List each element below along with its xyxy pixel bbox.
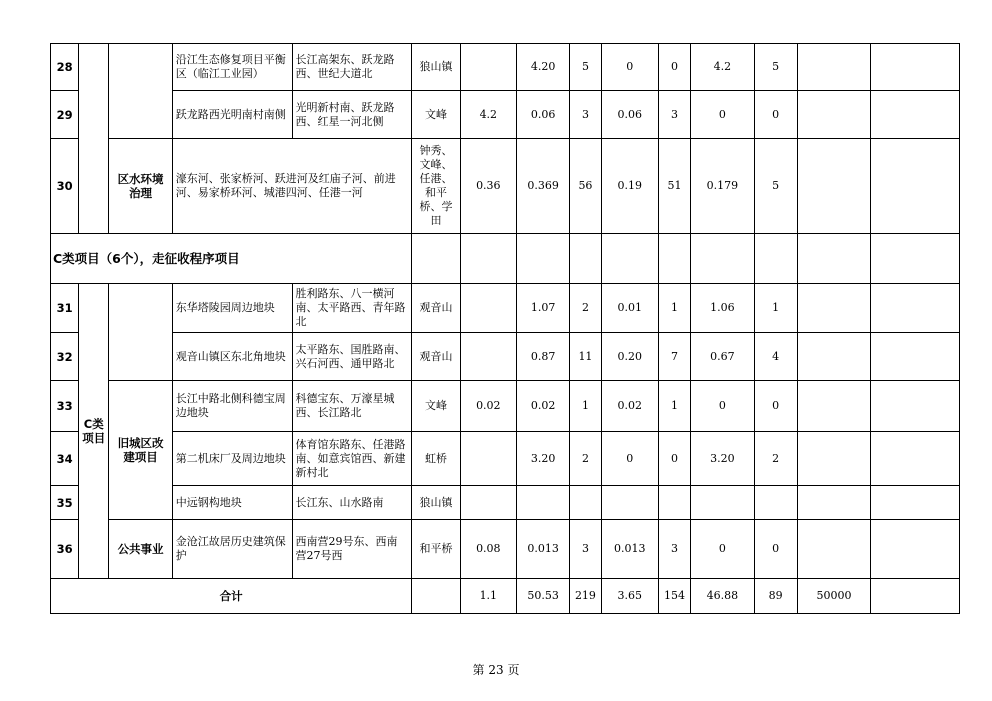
table-row [51,486,960,520]
value-cell: 4.2 [460,91,516,139]
value-cell: 0 [691,520,754,579]
value-cell: 2 [754,432,797,486]
value-cell: 56 [570,139,601,234]
row-number: 28 [51,44,79,91]
category-water-treatment: 区水环境治理 [109,139,172,234]
value-cell [460,486,516,520]
value-cell: 0.20 [601,333,658,381]
total-value: 1.1 [460,579,516,614]
value-cell [797,432,870,486]
table-row [51,333,960,381]
section-header-row [51,234,960,284]
value-cell: 4 [754,333,797,381]
project-name: 中远钢构地块 [172,486,292,520]
row-number: 29 [51,91,79,139]
total-value: 3.65 [601,579,658,614]
project-name: 沿江生态修复项目平衡区（临江工业园） [172,44,292,91]
total-value: 219 [570,579,601,614]
project-location: 长江高架东、跃龙路西、世纪大道北 [292,44,412,91]
value-cell: 0.179 [691,139,754,234]
value-cell: 3.20 [691,432,754,486]
total-value: 89 [754,579,797,614]
value-cell: 0.02 [601,381,658,432]
project-location: 光明新村南、跃龙路西、红星一河北侧 [292,91,412,139]
value-cell [797,284,870,333]
value-cell [797,91,870,139]
value-cell [460,44,516,91]
value-cell: 0 [691,91,754,139]
value-cell: 4.20 [517,44,570,91]
value-cell [871,91,960,139]
value-cell: 2 [570,284,601,333]
project-town: 观音山 [412,284,460,333]
value-cell: 0 [658,432,690,486]
subcategory-cell [109,284,172,381]
value-cell [460,432,516,486]
project-town: 狼山镇 [412,486,460,520]
row-number: 30 [51,139,79,234]
project-town: 狼山镇 [412,44,460,91]
value-cell: 2 [570,432,601,486]
project-town: 钟秀、文峰、任港、和平桥、学田 [412,139,460,234]
section-c-title: C类项目（6个），走征收程序项目 [51,234,412,284]
value-cell: 0.06 [517,91,570,139]
value-cell: 0.08 [460,520,516,579]
row-number: 33 [51,381,79,432]
project-name: 观音山镇区东北角地块 [172,333,292,381]
project-location: 体育馆东路东、任港路南、如意宾馆西、新建新村北 [292,432,412,486]
value-cell: 0.06 [601,91,658,139]
value-cell [871,284,960,333]
project-town: 和平桥 [412,520,460,579]
value-cell: 0.02 [460,381,516,432]
value-cell [871,486,960,520]
project-name: 长江中路北侧科德宝周边地块 [172,381,292,432]
table-row [51,432,960,486]
total-label: 合计 [51,579,412,614]
value-cell [797,486,870,520]
value-cell: 1.06 [691,284,754,333]
value-cell: 1.07 [517,284,570,333]
value-cell [570,486,601,520]
table-row [51,91,960,139]
value-cell [658,486,690,520]
value-cell: 0.02 [517,381,570,432]
value-cell: 1 [658,381,690,432]
value-cell: 0 [601,44,658,91]
value-cell: 3 [570,520,601,579]
table-row [51,520,960,579]
table-row [51,381,960,432]
value-cell [871,44,960,91]
value-cell: 0 [754,381,797,432]
category-c-project: C类项目 [79,284,109,579]
category-public: 公共事业 [109,520,172,579]
row-number: 32 [51,333,79,381]
value-cell [871,432,960,486]
project-town: 文峰 [412,381,460,432]
value-cell: 11 [570,333,601,381]
value-cell: 3 [658,520,690,579]
value-cell [871,381,960,432]
value-cell: 1 [754,284,797,333]
row-number: 34 [51,432,79,486]
page-number: 第 23 页 [472,663,520,677]
total-value: 46.88 [691,579,754,614]
category-cell [79,44,109,234]
project-location: 长江东、山水路南 [292,486,412,520]
value-cell: 5 [570,44,601,91]
value-cell [871,520,960,579]
value-cell: 1 [570,381,601,432]
project-location: 科德宝东、万濠星城西、长江路北 [292,381,412,432]
value-cell: 0 [691,381,754,432]
value-cell: 3 [570,91,601,139]
value-cell: 0 [754,520,797,579]
project-table [50,43,960,614]
total-value: 154 [658,579,690,614]
project-name: 濠东河、张家桥河、跃进河及红庙子河、前进河、易家桥环河、城港四河、任港一河 [172,139,412,234]
value-cell [871,333,960,381]
value-cell: 1 [658,284,690,333]
value-cell [871,139,960,234]
value-cell [691,486,754,520]
table-row [51,139,960,234]
total-value: 50000 [797,579,870,614]
value-cell: 7 [658,333,690,381]
value-cell: 0 [658,44,690,91]
value-cell [460,284,516,333]
project-location: 太平路东、国胜路南、兴石河西、通甲路北 [292,333,412,381]
project-town: 观音山 [412,333,460,381]
project-name: 第二机床厂及周边地块 [172,432,292,486]
category-old-city: 旧城区改建项目 [109,381,172,520]
value-cell [601,486,658,520]
value-cell: 51 [658,139,690,234]
value-cell: 0.67 [691,333,754,381]
value-cell: 0.01 [601,284,658,333]
value-cell: 0.013 [517,520,570,579]
value-cell [460,333,516,381]
value-cell: 0.369 [517,139,570,234]
project-name: 金沧江故居历史建筑保护 [172,520,292,579]
row-number: 36 [51,520,79,579]
project-town: 虹桥 [412,432,460,486]
value-cell: 3 [658,91,690,139]
table-row [51,284,960,333]
value-cell: 5 [754,44,797,91]
value-cell: 0.87 [517,333,570,381]
project-name: 跃龙路西光明南村南侧 [172,91,292,139]
value-cell: 0.36 [460,139,516,234]
value-cell: 4.2 [691,44,754,91]
value-cell [797,381,870,432]
table-row [51,44,960,91]
value-cell: 0.013 [601,520,658,579]
value-cell [797,44,870,91]
subcategory-cell [109,44,172,139]
value-cell: 0 [754,91,797,139]
value-cell: 0 [601,432,658,486]
project-location: 西南营29号东、西南营27号西 [292,520,412,579]
total-value [871,579,960,614]
value-cell [797,520,870,579]
row-number: 31 [51,284,79,333]
value-cell: 0.19 [601,139,658,234]
project-town: 文峰 [412,91,460,139]
project-name: 东华塔陵园周边地块 [172,284,292,333]
project-location: 胜利路东、八一横河南、太平路西、青年路北 [292,284,412,333]
value-cell [797,139,870,234]
value-cell [754,486,797,520]
value-cell [517,486,570,520]
value-cell: 3.20 [517,432,570,486]
value-cell [797,333,870,381]
total-value: 50.53 [517,579,570,614]
value-cell: 5 [754,139,797,234]
total-row [51,579,960,614]
row-number: 35 [51,486,79,520]
